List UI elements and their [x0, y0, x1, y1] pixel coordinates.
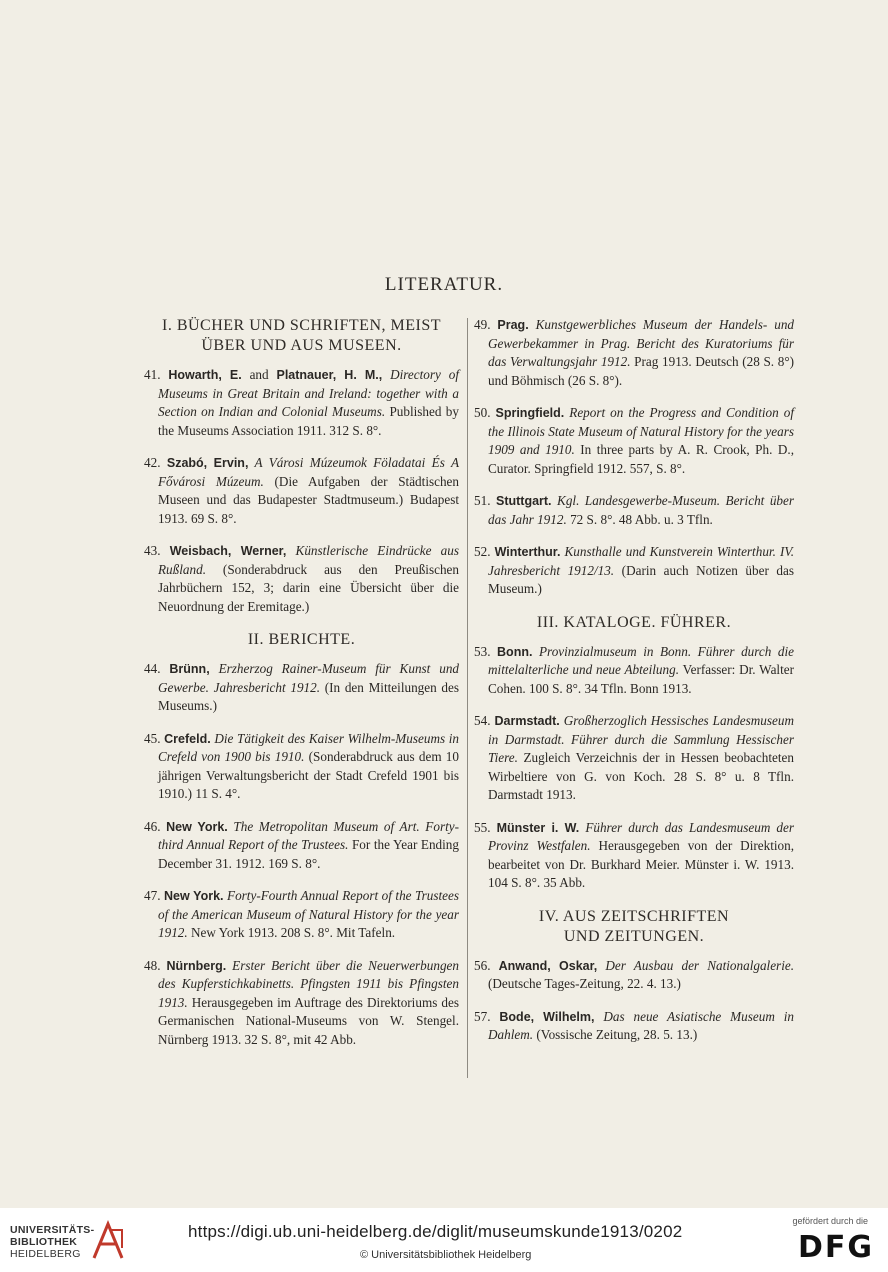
entry-author: Anwand, Oskar, [498, 958, 598, 973]
entry-details: For the Year Ending December 31. 1912. 169 S. 8°. [158, 837, 459, 871]
entry-number: 42. [144, 455, 161, 470]
entry-details: (In den Mitteilungen des Museums.) [158, 679, 459, 713]
entry-details: Verfasser: Dr. Walter Cohen. 100 S. 8°. 34 Tfln. Bonn 1913. [488, 662, 794, 696]
entry-title: Forty-Fourth Annual Report of the Trustees of the American Museum of Natural History for the year 1912. [158, 888, 460, 940]
entry-title: Directory of Museums in Great Britain and Ireland: together with a Section on Indian and Colonial Museums. [158, 367, 460, 419]
bib-entry-49 [474, 316, 794, 390]
entry-author: New York. [164, 889, 224, 903]
entry-title: Die Tätigkeit des Kaiser Wilhelm-Museums in Crefeld von 1900 bis 1910. [158, 730, 460, 764]
column-divider [467, 318, 468, 1078]
entry-author: Szabó, Ervin, [166, 456, 249, 470]
entry-author: Münster i. W. [496, 820, 580, 835]
bib-entry-54 [474, 712, 794, 805]
entry-title: Kunsthalle und Kunstverein Winterthur. IV. Jahresbericht 1912/13. [488, 544, 794, 578]
entry-title: Erster Bericht über die Neuerwerbungen des Kupferstichkabinetts. Pfingsten 1911 bis Pfingsten 1913. [158, 957, 459, 1010]
entry-number: 46. [144, 818, 161, 834]
entry-title: Kunstgewerbliches Museum der Handels- und Gewerbekammer in Prag. Bericht des Kuratoriums für das Verwaltungsjahr 1912. [488, 317, 795, 369]
entry-details: (Sonderabdruck aus dem 10 jährigen Verwaltungsbericht der Stadt Crefeld 1901 bis 1910.) 11 S. 4°. [158, 749, 459, 801]
entry-author: Brünn, [169, 662, 210, 676]
entry-number: 53. [474, 643, 491, 659]
entry-number: 43. [144, 543, 161, 558]
bib-entry-51 [474, 492, 794, 529]
entry-title: Erzherzog Rainer-Museum für Kunst und Gewerbe. Jahresbericht 1912. [158, 661, 460, 695]
entry-title: Das neue Asiatische Museum in Dahlem. [488, 1008, 794, 1042]
entry-author: Stuttgart. [495, 494, 552, 508]
entry-details: Herausgegeben im Auftrage des Direktoriums des Germanischen National-Museums von W. Stengel. Nürnberg 1913. 32 S. 8°, mit 42 Abb. [158, 994, 459, 1047]
bib-entry-46 [144, 818, 459, 874]
entry-details: (Darin auch Notizen über das Museum.) [488, 562, 794, 596]
entry-author: Bode, Wilhelm, [499, 1009, 595, 1024]
footer-bar [0, 1208, 888, 1272]
section-4-title-line2: UND ZEITUNGEN. [563, 927, 705, 945]
entry-title: Kgl. Landesgewerbe-Museum. Bericht über das Jahr 1912. [488, 493, 794, 527]
entry-number: 47. [144, 888, 161, 903]
section-4-title [474, 907, 794, 947]
entry-number: 51. [474, 493, 491, 508]
entry-details: In three parts by A. R. Crook, Ph. D., Curator. Springfield 1912. 557, S. 8°. [488, 442, 794, 476]
section-1-title-line1: I. BÜCHER UND SCHRIFTEN, MEIST [161, 317, 441, 334]
entry-author: Crefeld. [164, 731, 211, 746]
entry-author: Winterthur. [494, 545, 561, 559]
dfg-logo: DFG [797, 1230, 874, 1265]
permalink-url[interactable]: https://digi.ub.uni-heidelberg.de/diglit/museumskunde1913/0202 [188, 1222, 683, 1241]
library-name-line2: BIBLIOTHEK [10, 1236, 78, 1248]
entry-title: Der Ausbau der Nationalgalerie. [597, 957, 795, 973]
bib-entry-42 [144, 454, 459, 528]
left-column [144, 316, 459, 1063]
entry-author: Springfield. [495, 406, 565, 420]
entry-author: Prag. [497, 318, 529, 332]
bib-entry-41 [144, 366, 459, 440]
library-name-line3: HEIDELBERG [10, 1248, 81, 1260]
bib-entry-43 [144, 542, 459, 616]
section-4-title-line1: IV. AUS ZEITSCHRIFTEN [538, 907, 730, 925]
entry-author: Nürnberg. [166, 958, 227, 973]
entry-connector: and [241, 367, 277, 382]
entry-title: Provinzialmuseum in Bonn. Führer durch die mittelalterliche und neue Abteilung. [488, 643, 795, 677]
funding-caption: gefördert durch die [792, 1216, 868, 1226]
entry-title: A Városi Múzeumok Föladatai És A Fővárosi Múzeum. [158, 455, 459, 489]
bib-entry-56 [474, 957, 794, 994]
entry-number: 57. [474, 1008, 491, 1024]
entry-details: (Vossische Zeitung, 28. 5. 13.) [533, 1027, 698, 1042]
entry-number: 54. [474, 713, 491, 728]
entry-number: 48. [144, 957, 161, 973]
entry-author: Howarth, E. [168, 368, 242, 382]
copyright-notice: © Universitätsbibliothek Heidelberg [360, 1249, 532, 1261]
library-name [10, 1224, 94, 1260]
bib-entry-50 [474, 404, 794, 478]
entry-title: Künstlerische Eindrücke aus Rußland. [158, 543, 459, 577]
entry-details: Zugleich Verzeichnis der in Hessen beobachteten Wirbeltiere von G. von Koch. 28 S. 8° u. 8 Tfln. Darmstadt 1913. [488, 750, 794, 802]
bib-entry-47 [144, 887, 459, 943]
section-1-title [144, 316, 459, 356]
entry-author: New York. [166, 819, 228, 834]
page-title: LITERATUR. [384, 274, 504, 295]
entry-number: 41. [144, 367, 161, 382]
entry-author: Darmstadt. [494, 714, 560, 728]
library-name-line1: UNIVERSITÄTS- [10, 1224, 95, 1236]
entry-title: The Metropolitan Museum of Art. Forty-third Annual Report of the Trustees. [158, 818, 459, 852]
entry-details: Published by the Museums Association 1911. 312 S. 8°. [158, 404, 459, 438]
right-column [474, 316, 794, 1059]
entry-details: New York 1913. 208 S. 8°. Mit Tafeln. [187, 925, 396, 940]
section-1-title-line2: ÜBER UND AUS MUSEEN. [201, 337, 402, 354]
bib-entry-53 [474, 643, 794, 699]
section-3-title: III. KATALOGE. FÜHRER. [536, 613, 732, 631]
entry-title: Großherzoglich Hessisches Landesmuseum in Darmstadt. Führer durch die Sammlung Hessischer Tiere. [488, 713, 794, 765]
entry-author: Weisbach, Werner, [169, 544, 287, 558]
entry-title: Report on the Progress and Condition of the Illinois State Museum of Natural History for the years 1909 and 1910. [488, 405, 794, 457]
entry-number: 56. [474, 957, 491, 973]
bib-entry-48 [144, 957, 459, 1050]
entry-details: (Deutsche Tages-Zeitung, 22. 4. 13.) [488, 976, 681, 991]
entry-number: 55. [474, 819, 491, 835]
entry-details: Herausgegeben von der Direktion, bearbeitet von Dr. Burkhard Meier. Münster i. W. 1913. 104 S. 8°. 35 Abb. [488, 838, 795, 890]
entry-number: 49. [474, 317, 491, 332]
bib-entry-45 [144, 730, 459, 804]
entry-number: 52. [474, 544, 491, 559]
entry-number: 50. [474, 405, 491, 420]
bib-entry-44 [144, 660, 459, 716]
library-logo-icon [90, 1218, 126, 1262]
entry-details: 72 S. 8°. 48 Abb. u. 3 Tfln. [566, 511, 713, 527]
bib-entry-57 [474, 1008, 794, 1045]
entry-number: 45. [144, 730, 161, 746]
bib-entry-55 [474, 819, 794, 893]
entry-author: Bonn. [497, 644, 533, 659]
bib-entry-52 [474, 543, 794, 599]
entry-details: Prag 1913. Deutsch (28 S. 8°) und Böhmisch (26 S. 8°). [488, 354, 795, 388]
entry-number: 44. [144, 661, 161, 676]
entry-author-2: Platnauer, H. M., [276, 368, 383, 382]
section-2-title: II. BERICHTE. [247, 631, 356, 648]
entry-details: (Sonderabdruck aus den Preußischen Jahrbüchern 152, 3; darin eine Übersicht über die Neuordnung der Eremitage.) [158, 561, 459, 614]
entry-details: (Die Aufgaben der Städtischen Museen und das Budapester Stadtmuseum.) Budapest 1913. 69 S. 8°. [158, 473, 460, 526]
entry-title: Führer durch das Landesmuseum der Provinz Westfalen. [488, 819, 795, 853]
